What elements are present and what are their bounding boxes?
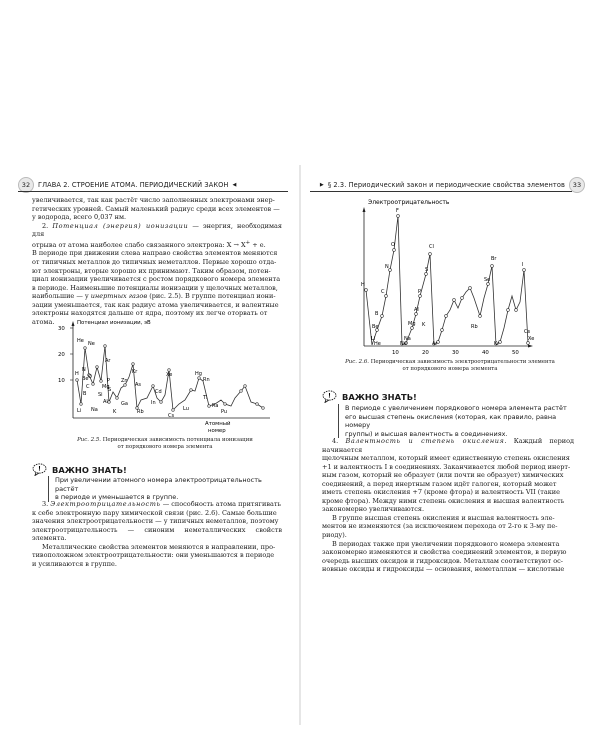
svg-text:Al: Al bbox=[414, 307, 419, 313]
para-compounds: В периодах также при увеличении порядкового номера элемента закономерно изменяются и свойства соединений элементов, в первую очередь высших оксидов и гидроксидов. Металлам соответствуют ос- новные оксиды и гидроксиды — основания, неметаллам — кислотные bbox=[322, 539, 567, 574]
svg-text:!: ! bbox=[38, 465, 41, 473]
speech-bubble-icon bbox=[32, 463, 47, 476]
svg-text:Ra: Ra bbox=[212, 403, 219, 409]
svg-text:Li: Li bbox=[77, 408, 82, 414]
svg-text:30: 30 bbox=[452, 350, 459, 356]
svg-text:S: S bbox=[425, 267, 429, 273]
speech-bubble-icon bbox=[322, 390, 337, 403]
svg-text:Rb: Rb bbox=[471, 324, 478, 330]
x-axis-label-2: номер bbox=[208, 428, 226, 434]
svg-text:K: K bbox=[113, 409, 117, 415]
y-tick-30: 30 bbox=[58, 326, 65, 332]
svg-text:Xe: Xe bbox=[528, 336, 535, 342]
svg-text:Mg: Mg bbox=[102, 384, 110, 390]
important-title-2: ! ВАЖНО ЗНАТЬ! bbox=[322, 390, 417, 403]
triangle-right-icon: ▶ bbox=[319, 182, 324, 188]
right-paragraphs bbox=[322, 437, 574, 574]
svg-text:40: 40 bbox=[482, 350, 489, 356]
para-radius-end: увеличивается, так как растёт число заполненных электронами энер- гетических уровней. Самый маленький радиус среди всех элементов — у водорода, всего 0,037 нм. bbox=[32, 196, 280, 222]
x-tick-labels bbox=[392, 350, 519, 356]
x-axis-label-1: Атомный bbox=[205, 421, 231, 427]
svg-text:S: S bbox=[108, 387, 112, 393]
svg-text:10: 10 bbox=[392, 350, 399, 356]
svg-text:Pu: Pu bbox=[221, 409, 228, 415]
svg-text:!: ! bbox=[328, 392, 331, 400]
para-ionization: 2. Потенциал (энергия) ионизации — энергия, необходимая для отрыва от атома наиболее слабо связанного электрона: X → X+ + e. В периоде при движении слева направо свойства элементов меняются от типичных металлов до типичных неметаллов. Первые хорошо отда- ют электроны, вторые хорошо их принимают. Таким образом, потен- циал ионизации увеличивается с ростом порядкового номера элемента в периоде. Наименьшие потенциалы ионизации у щелочных металлов, наибольшие — у инертных газов (рис. 2.5). В группе потенциал иони- зации уменьшается, так как радиус атома увеличивается, и валентные электроны находятся дальше от ядра, поэтому их легче оторвать от атома. bbox=[32, 221, 282, 326]
svg-text:O: O bbox=[88, 374, 92, 380]
svg-text:K: K bbox=[422, 322, 426, 328]
y-axis-label: Электроотрицательность bbox=[368, 199, 450, 206]
svg-text:H: H bbox=[361, 282, 365, 288]
svg-text:N: N bbox=[82, 367, 86, 373]
figure-2-6-caption: Рис. 2.6. Периодическая зависимость электроотрицательности элемента от порядкового номера элемента bbox=[345, 359, 555, 372]
left-running-header bbox=[18, 178, 288, 192]
para-group: В группе высшая степень окисления и высшая валентность эле- ментов не изменяются (за исключением перехода от 2-го к 3-му пе- риоду). bbox=[322, 513, 558, 540]
svg-text:In: In bbox=[151, 400, 156, 406]
svg-text:B: B bbox=[375, 311, 379, 317]
ionization-element-labels bbox=[75, 338, 227, 419]
figure-2-5-ionization-chart bbox=[55, 318, 280, 436]
svg-text:Ne: Ne bbox=[88, 341, 95, 347]
svg-text:As: As bbox=[135, 382, 142, 388]
svg-text:Kr: Kr bbox=[494, 341, 500, 347]
y-tick-10: 10 bbox=[58, 378, 65, 384]
right-header-title: § 2.3. Периодический закон и периодические свойства элементов bbox=[327, 181, 565, 189]
svg-text:Ne: Ne bbox=[400, 341, 407, 347]
page-gutter bbox=[299, 165, 301, 725]
svg-text:Zn: Zn bbox=[121, 378, 128, 384]
svg-text:Br: Br bbox=[491, 256, 497, 262]
svg-text:He: He bbox=[374, 341, 381, 347]
svg-text:Cs: Cs bbox=[524, 329, 531, 335]
svg-text:F: F bbox=[396, 208, 399, 214]
svg-text:Kr: Kr bbox=[132, 369, 138, 375]
svg-text:Tl: Tl bbox=[203, 395, 208, 401]
left-header-title: ГЛАВА 2. СТРОЕНИЕ АТОМА. ПЕРИОДИЧЕСКИЙ ЗАКОН bbox=[38, 181, 229, 189]
svg-text:Ar: Ar bbox=[105, 358, 111, 364]
svg-text:Ar: Ar bbox=[432, 341, 438, 347]
svg-text:Na: Na bbox=[91, 407, 98, 413]
triangle-left-icon: ◀ bbox=[232, 182, 237, 188]
left-page-number: 32 bbox=[18, 177, 34, 193]
left-paragraphs-bottom bbox=[32, 500, 282, 568]
left-paragraphs-top bbox=[32, 196, 282, 326]
svg-text:Hg: Hg bbox=[195, 371, 202, 377]
svg-text:Al: Al bbox=[103, 399, 108, 405]
svg-text:Xe: Xe bbox=[166, 372, 173, 378]
svg-text:Cl: Cl bbox=[429, 244, 434, 250]
svg-text:50: 50 bbox=[512, 350, 519, 356]
y-tick-20: 20 bbox=[58, 352, 65, 358]
svg-text:Se: Se bbox=[484, 277, 491, 283]
svg-text:He: He bbox=[77, 338, 84, 344]
svg-text:Be: Be bbox=[82, 376, 89, 382]
figure-2-5-caption: Рис. 2.5. Периодическая зависимость потенциала ионизации от порядкового номера элемента bbox=[77, 437, 253, 450]
important-box-1: При увеличении атомного номера электроотрицательность растёт в периоде и уменьшается в группе. bbox=[48, 476, 280, 502]
svg-text:H: H bbox=[75, 371, 79, 377]
svg-text:Mg: Mg bbox=[408, 321, 416, 327]
svg-text:20: 20 bbox=[422, 350, 429, 356]
svg-text:C: C bbox=[381, 289, 385, 295]
figure-2-6-electronegativity-chart bbox=[352, 198, 542, 356]
svg-text:Ga: Ga bbox=[121, 401, 128, 407]
svg-text:Lu: Lu bbox=[183, 406, 189, 412]
right-page-number: 33 bbox=[569, 177, 585, 193]
svg-text:Na: Na bbox=[404, 336, 411, 342]
important-title-1: ! ВАЖНО ЗНАТЬ! bbox=[32, 463, 127, 476]
svg-text:N: N bbox=[385, 264, 389, 270]
svg-text:P: P bbox=[418, 289, 422, 295]
left-header-rule bbox=[18, 191, 288, 192]
svg-text:O: O bbox=[391, 242, 395, 248]
svg-text:C: C bbox=[86, 384, 90, 390]
svg-text:P: P bbox=[107, 378, 111, 384]
right-running-header bbox=[310, 178, 585, 192]
svg-text:Li: Li bbox=[371, 336, 376, 342]
svg-text:Cs: Cs bbox=[168, 413, 175, 419]
svg-text:Si: Si bbox=[98, 392, 103, 398]
svg-text:Rb: Rb bbox=[137, 409, 144, 415]
y-axis-arrow bbox=[72, 321, 75, 326]
para-metallic: Металлические свойства элементов меняются в направлении, про- тивоположном электроотрицательности: они уменьшаются в периоде и усиливаются в группе. bbox=[32, 542, 276, 568]
svg-text:B: B bbox=[83, 391, 87, 397]
para-electronegativity: 3. Электроотрицательность — способность атома притягивать к себе электронную пару химической связи (рис. 2.6). Самые большие значения электроотрицательности — у типичных неметаллов, поэтому электроотрицательность — синоним неметаллических свойств элемента. bbox=[32, 500, 282, 543]
svg-text:I: I bbox=[522, 262, 524, 268]
svg-text:Rn: Rn bbox=[203, 377, 210, 383]
svg-text:Be: Be bbox=[372, 324, 379, 330]
electronegativity-curve bbox=[366, 216, 531, 345]
para-valence: 4. Валентность и степень окисления. Каждый период начинается щелочным металлом, который имеет единственную степень окисления +1 и валентность I в соединениях. Заканчивается любой период инерт- ным газом, который не образует (или почти не образует) химических соединений, а перед инертным газом идёт галоген, который может иметь степень окисления +7 (кроме фтора) и валентность VII (такие кроме фтора). Между ними степень окисления и высшая валентность закономерно увеличиваются. bbox=[322, 437, 574, 514]
svg-text:Cd: Cd bbox=[155, 389, 162, 395]
right-header-rule bbox=[310, 191, 572, 192]
important-box-2: В периоде с увеличением порядкового номера элемента растёт его высшая степень окисления (которая, как правило, равна номеру группы) и высшая валентность в соединениях. bbox=[338, 404, 570, 438]
y-axis-label: Потенциал ионизации, эВ bbox=[77, 320, 151, 326]
electronegativity-element-labels bbox=[361, 208, 534, 347]
